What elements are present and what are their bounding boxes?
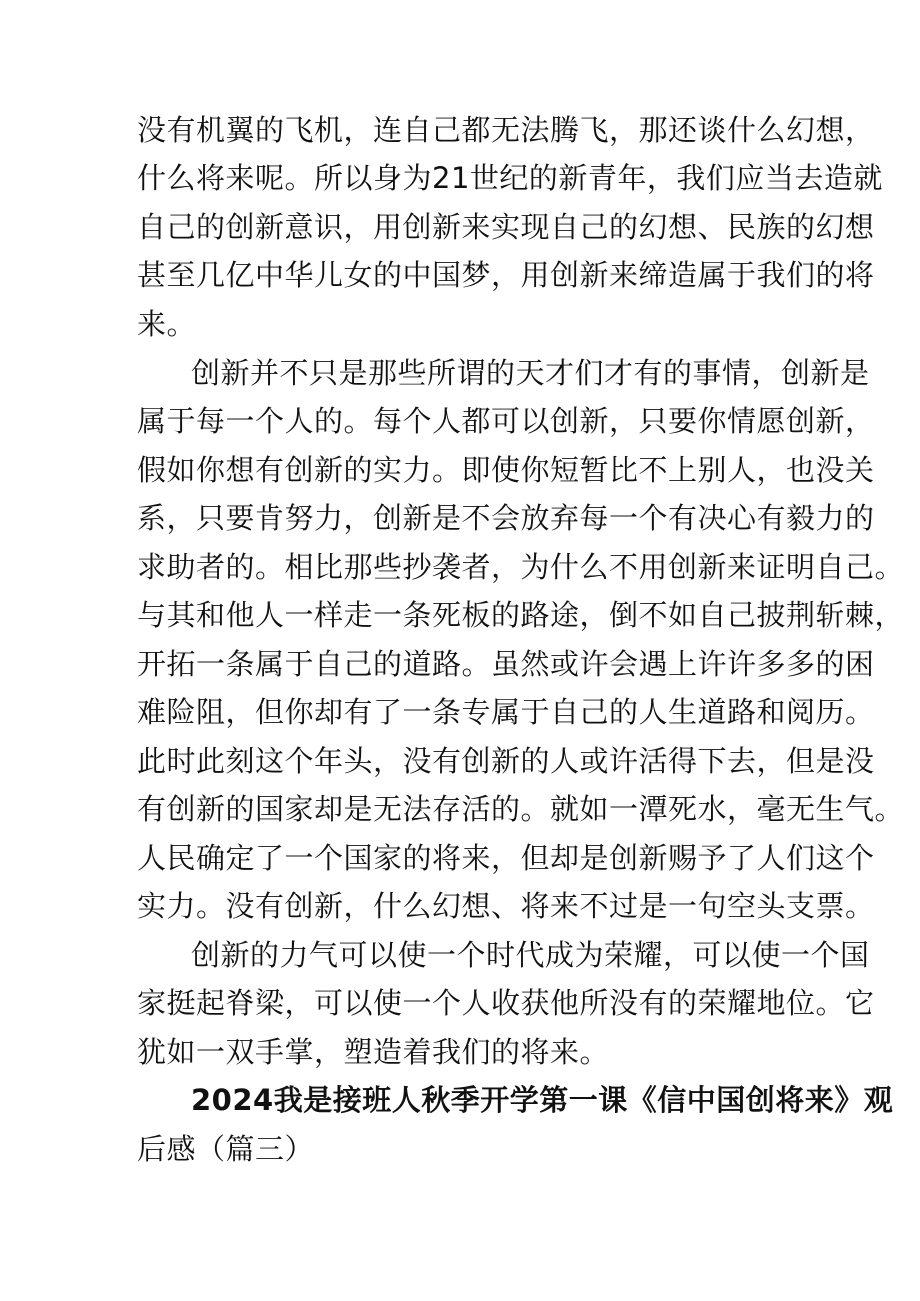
text-line: 家挺起脊梁，可以使一个人收获他所没有的荣耀地位。它	[137, 986, 875, 1020]
section-heading-continued: 后感（篇三）	[137, 1132, 315, 1166]
text-line: 什么将来呢。所以身为21世纪的新青年，我们应当去造就	[137, 161, 883, 195]
text-line: 人民确定了一个国家的将来，但却是创新赐予了人们这个	[137, 841, 875, 875]
text-line: 甚至几亿中华儿女的中国梦，用创新来缔造属于我们的将	[137, 258, 875, 292]
text-line: 没有机翼的飞机，连自己都无法腾飞，那还谈什么幻想，	[137, 113, 875, 147]
text-line: 开拓一条属于自己的道路。虽然或许会遇上许许多多的困	[137, 647, 875, 681]
section-heading: 2024我是接班人秋季开学第一课《信中国创将来》观	[191, 1083, 894, 1117]
text-line: 有创新的国家却是无法存活的。就如一潭死水，毫无生气。	[137, 792, 905, 826]
text-line: 实力。没有创新，什么幻想、将来不过是一句空头支票。	[137, 889, 875, 923]
text-line: 难险阻，但你却有了一条专属于自己的人生道路和阅历。	[137, 695, 875, 729]
text-line: 假如你想有创新的实力。即使你短暂比不上别人，也没关	[137, 453, 875, 487]
text-line: 系，只要肯努力，创新是不会放弃每一个有决心有毅力的	[137, 501, 875, 535]
text-line: 属于每一个人的。每个人都可以创新，只要你情愿创新，	[137, 404, 875, 438]
text-line: 此时此刻这个年头，没有创新的人或许活得下去，但是没	[137, 744, 875, 778]
text-line: 来。	[137, 307, 197, 341]
paragraph-first-line: 创新的力气可以使一个时代成为荣耀，可以使一个国	[191, 938, 870, 972]
paragraph-first-line: 创新并不只是那些所谓的天才们才有的事情，创新是	[191, 356, 870, 390]
text-line: 自己的创新意识，用创新来实现自己的幻想、民族的幻想	[137, 210, 875, 244]
text-line: 与其和他人一样走一条死板的路途，倒不如自己披荆斩棘，	[137, 598, 905, 632]
text-line: 犹如一双手掌，塑造着我们的将来。	[137, 1035, 610, 1069]
text-line: 求助者的。相比那些抄袭者，为什么不用创新来证明自己。	[137, 550, 905, 584]
